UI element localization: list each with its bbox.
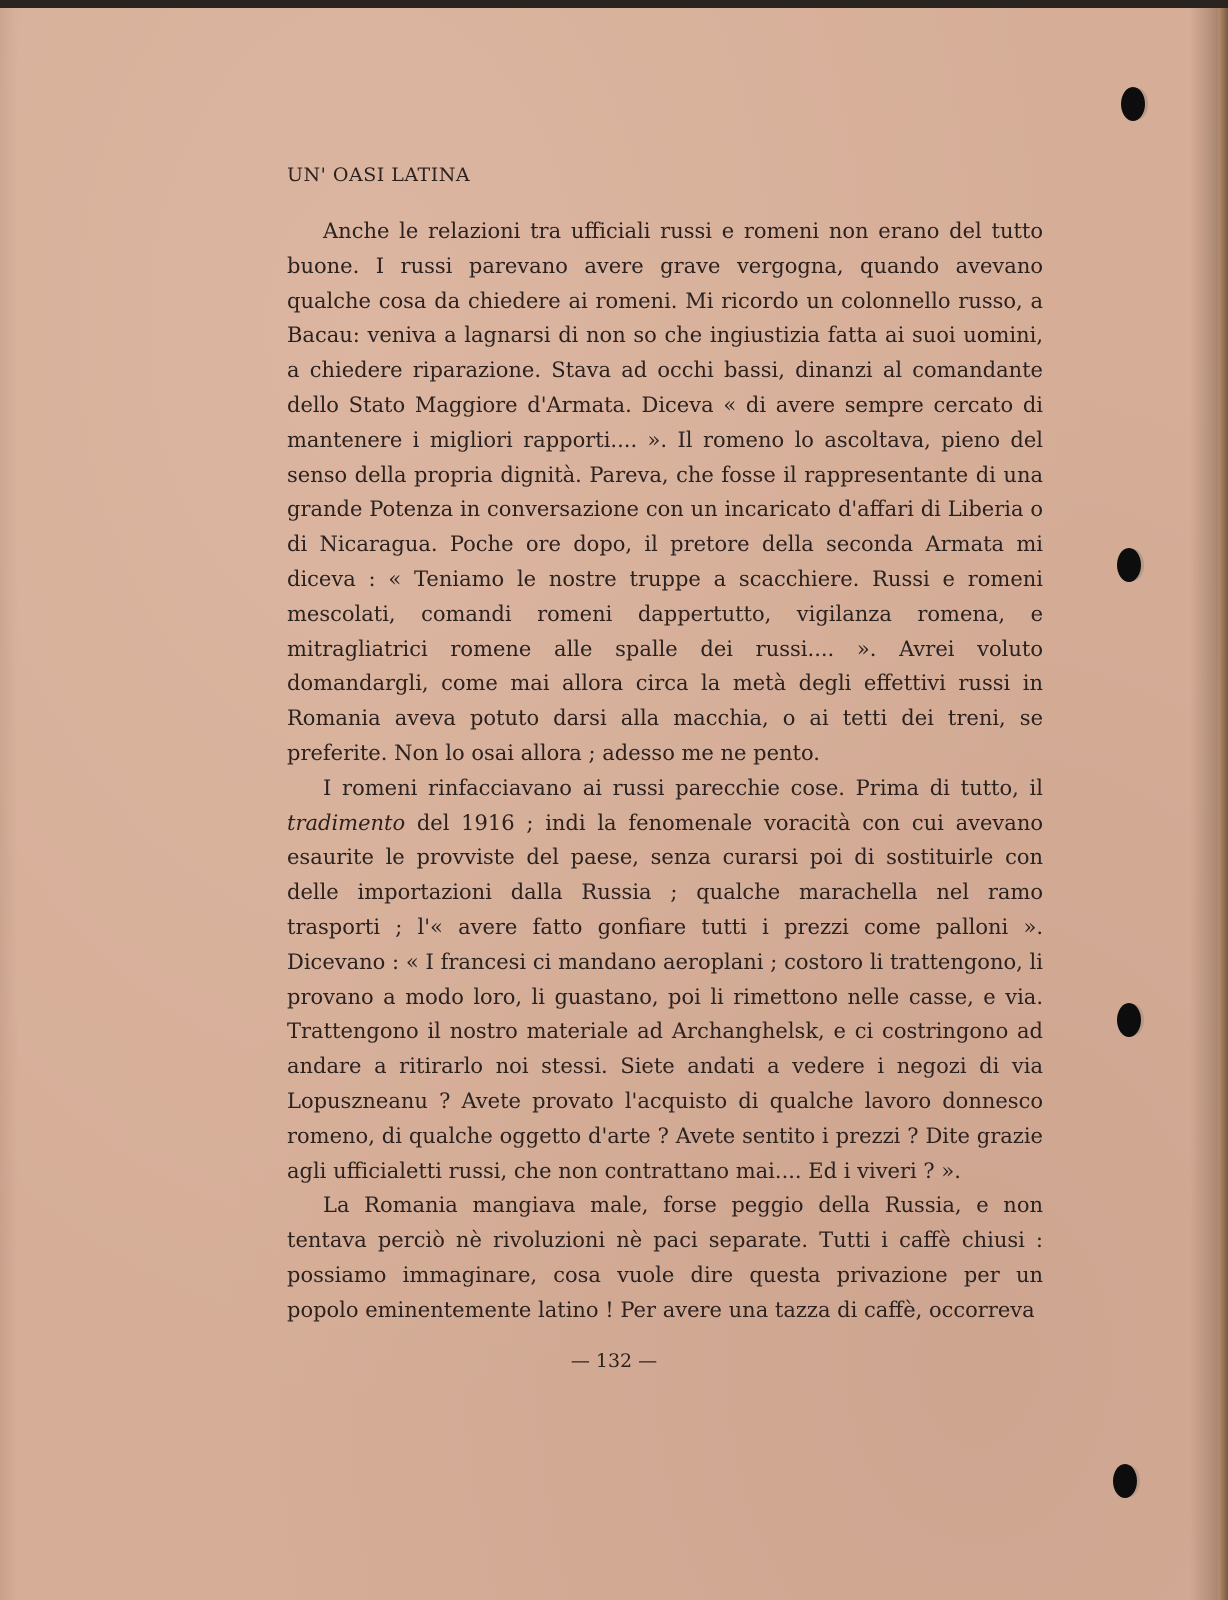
binder-hole-1 [1121,87,1145,121]
binder-hole-3 [1117,1003,1141,1037]
italic-word: tradimento [287,810,406,835]
paragraph-1-text: Anche le relazioni tra ufficiali russi e romeni non erano del tutto buone. I russi parevano avere grave vergogna, quando avevano qualche cosa da chiedere ai romeni. Mi ricordo un colonnello russo, a Bacau: veniva a lagnarsi di non so che ingiustizia fatta ai suoi uomini, a chiedere riparazione. Stava ad occhi bassi, dinanzi al comandante dello Stato Maggiore d'Armata. Diceva « di avere sempre cercato di mantenere i migliori rapporti.... ». Il romeno lo ascoltava, pieno del senso della propria dignità. Pareva, che fosse il rappresentante di una grande Potenza in conversazione con un incaricato d'affari di Liberia o di Nicaragua. Poche ore dopo, il pretore della seconda Armata mi diceva : « Teniamo le nostre truppe a scacchiere. Russi e romeni mescolati, comandi romeni dappertutto, vigilanza romena, e mitragliatrici romene alle spalle dei russi.... ». Avrei voluto domandargli, come mai allora circa la metà degli effettivi russi in Romania aveva potuto darsi alla macchia, o ai tetti dei treni, se preferite. Non lo osai allora ; adesso me ne pento. [287,219,1043,765]
body-text [287,214,1043,1328]
paragraph-1 [287,214,1043,771]
paragraph-2-text-end: del 1916 ; indi la fenomenale voracità con cui avevano esaurite le provviste del paese, senza curarsi poi di sostituirle con delle importazioni dalla Russia ; qualche marachella nel ramo trasporti ; l'« avere fatto gonfiare tutti i prezzi come palloni ». Dicevano : « I francesi ci mandano aeroplani ; costoro li trattengono, li provano a modo loro, li guastano, poi li rimettono nelle casse, e via. Trattengono il nostro materiale ad Archanghelsk, e ci costringono ad andare a ritirarlo noi stessi. Siete andati a vedere i negozi di via Lopuszneanu ? Avete provato l'acquisto di qualche lavoro donnesco romeno, di qualche oggetto d'arte ? Avete sentito i prezzi ? Dite grazie agli ufficialetti russi, che non contrattano mai.... Ed i viveri ? ». [287,810,1043,1183]
binder-hole-2 [1117,548,1141,582]
paragraph-3-text: La Romania mangiava male, forse peggio della Russia, e non tentava perciò nè rivoluzioni nè paci separate. Tutti i caffè chiusi : possiamo immaginare, cosa vuole dire questa privazione per un popolo eminentemente latino ! Per avere una tazza di caffè, occorreva [287,1193,1043,1322]
page-number: — 132 — [570,1350,658,1372]
paragraph-2 [287,771,1043,1189]
paragraph-2-text-start: I romeni rinfacciavano ai russi parecchie cose. Prima di tutto, il [323,775,1043,800]
binder-hole-4 [1113,1464,1137,1498]
paragraph-3 [287,1188,1043,1327]
running-head: UN' OASI LATINA [287,164,471,186]
